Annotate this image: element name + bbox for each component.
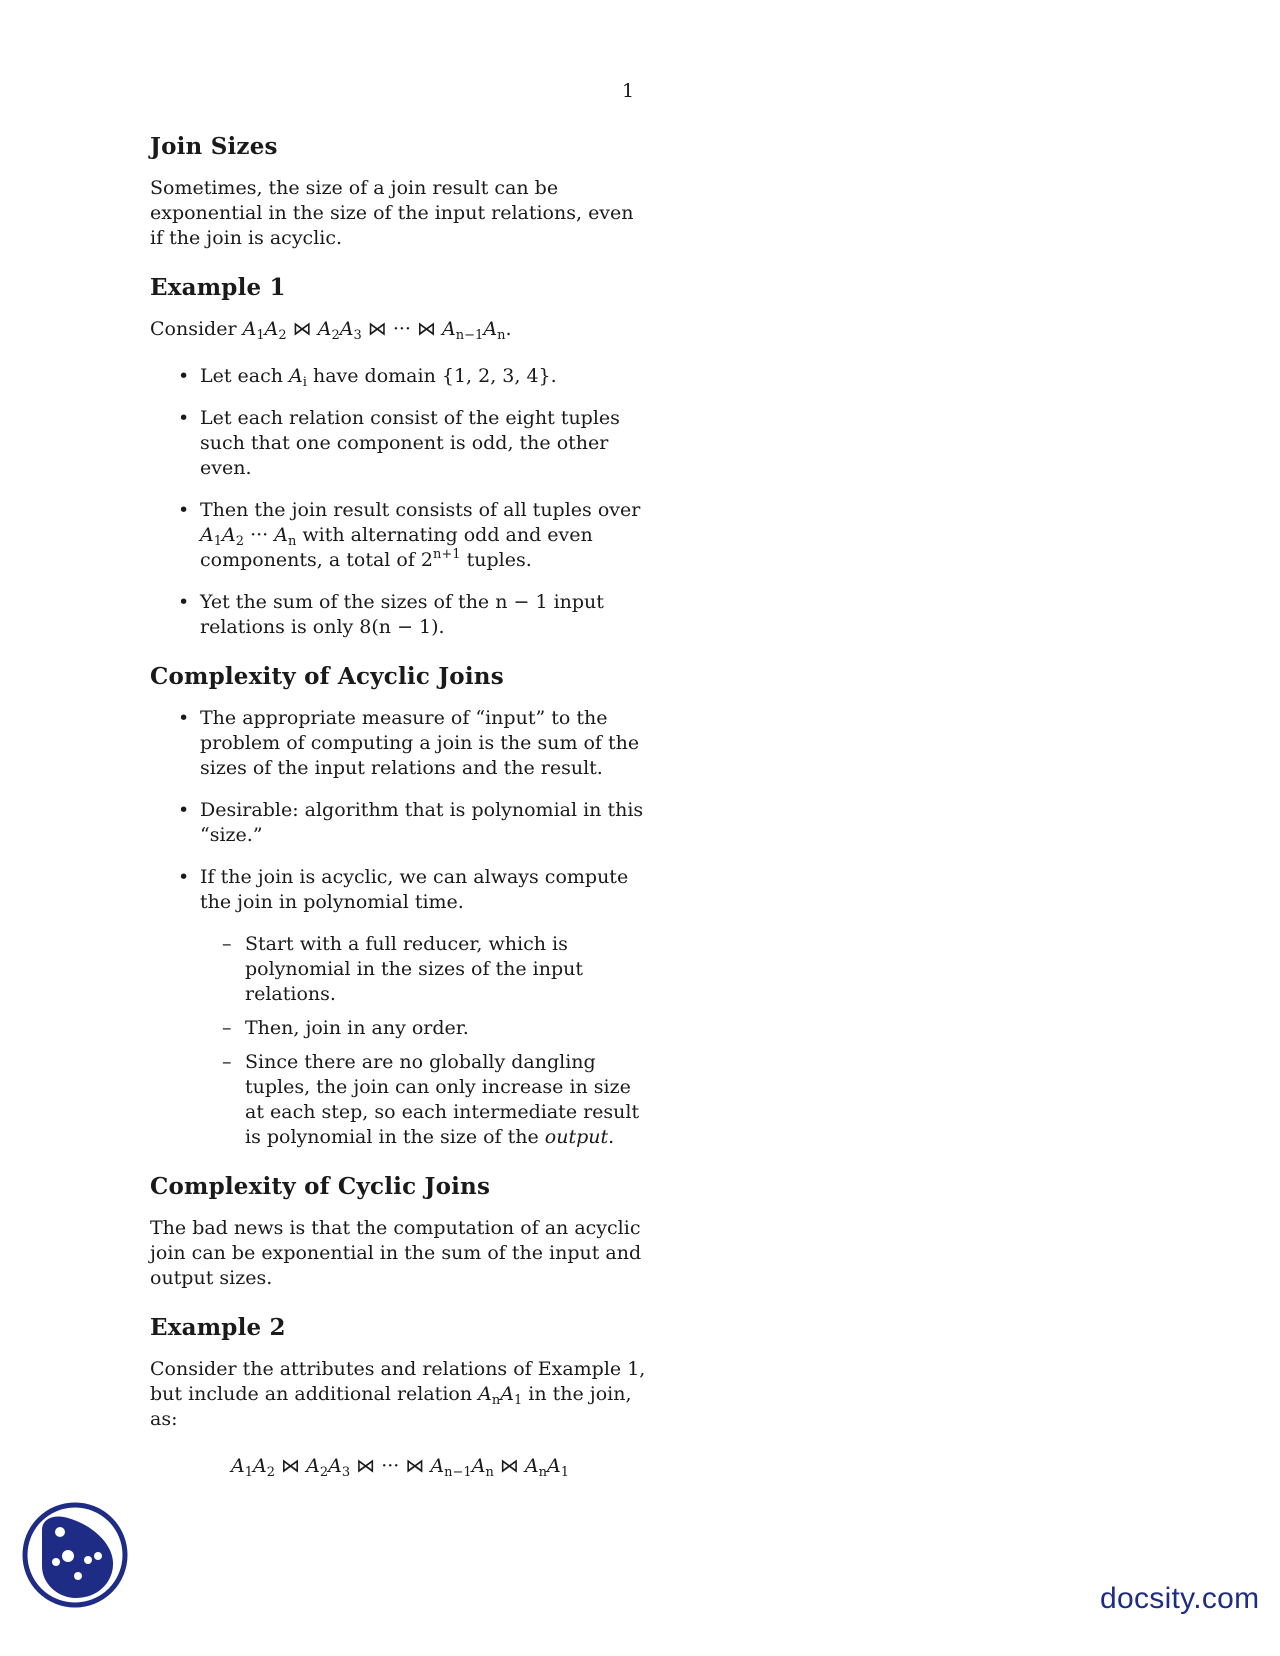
sub-list-item: – Since there are no globally dangling tuples, the join can only increase in size at each step, so each intermediate result is polynomial in the size of the output.: [245, 1050, 650, 1150]
docsity-logo-icon: [20, 1500, 130, 1610]
sub-list-item: – Start with a full reducer, which is polynomial in the sizes of the input relations.: [245, 932, 650, 1007]
paragraph-cyclic-joins: The bad news is that the computation of an acyclic join can be exponential in the sum of the input and output sizes.: [150, 1217, 642, 1289]
list-item: • Yet the sum of the sizes of the n − 1 input relations is only 8(n − 1).: [200, 590, 650, 640]
page-number: 1: [622, 80, 635, 102]
acyclic-sub-bullets: [200, 932, 650, 1150]
list-item: • Let each relation consist of the eight tuples such that one component is odd, the other even.: [200, 406, 650, 481]
heading-acyclic-joins: Complexity of Acyclic Joins: [150, 663, 504, 690]
list-item: • The appropriate measure of “input” to the problem of computing a join is the sum of the sizes of the input relations and the result.: [200, 706, 650, 781]
sub-list-item: – Then, join in any order.: [245, 1016, 650, 1041]
paragraph-join-sizes: Sometimes, the size of a join result can be exponential in the size of the input relations, even if the join is acyclic.: [150, 177, 634, 249]
paragraph-example-1-intro: Consider $A_1A_2$ ⋈ $A_2A_3$ ⋈ ··· ⋈ $A_{n-1}A_n$.: [150, 318, 512, 343]
list-item: • Desirable: algorithm that is polynomial in this “size.”: [200, 798, 650, 848]
heading-join-sizes: Join Sizes: [150, 133, 278, 160]
acyclic-bullets: [150, 706, 650, 1150]
heading-cyclic-joins: Complexity of Cyclic Joins: [150, 1173, 491, 1200]
example-1-bullets: [150, 364, 650, 640]
join-expression: $A_1A_2$ ⋈ $A_2A_3$ ⋈ ··· ⋈ $A_{n-1}A_n$.: [242, 318, 512, 343]
document-body: [150, 132, 650, 1479]
list-item: • Let each $A_i$ have domain {1, 2, 3, 4}.: [200, 364, 650, 389]
list-item: • Then the join result consists of all tuples over $A_1A_2$ ··· $A_n$ with alternating odd and even components, a total of $2^{n+1}$ tuples.: [200, 498, 650, 573]
heading-example-1: Example 1: [150, 274, 286, 301]
docsity-brand-link[interactable]: docsity.com: [1100, 1582, 1260, 1615]
paragraph-example-2: Consider the attributes and relations of Example 1, but include an additional relation $A_nA_1$ in the join, as:: [150, 1358, 646, 1430]
display-equation: $A_1A_2$ ⋈ $A_2A_3$ ⋈ ··· ⋈ $A_{n-1}A_n$ ⋈ $A_nA_1$: [230, 1455, 570, 1480]
list-item: • If the join is acyclic, we can always compute the join in polynomial time. – Start with a full reducer, which is polynomial in the sizes of the input relations. – Then, join in any order. – Since there are no globally dangling tuples, the join can only increase in size at each step, so each intermediate result is polynomial in the size of the output.: [200, 865, 650, 1150]
heading-example-2: Example 2: [150, 1314, 286, 1341]
